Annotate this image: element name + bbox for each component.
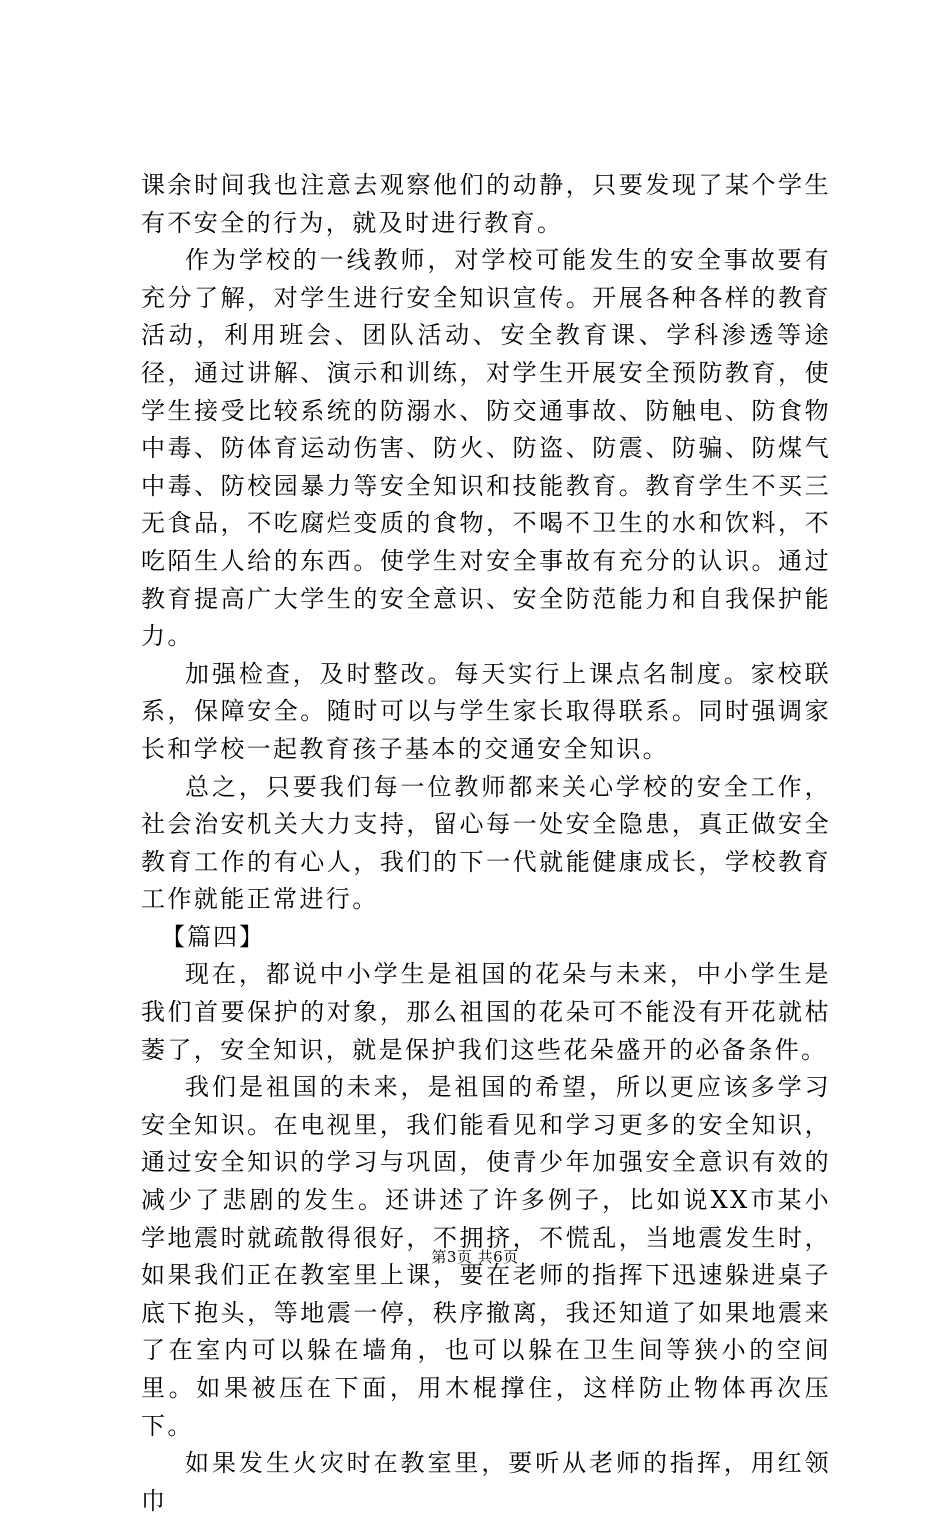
paragraph: 现在，都说中小学生是祖国的花朵与未来，中小学生是我们首要保护的对象，那么祖国的花朵可不能没有开花就枯萎了，安全知识，就是保护我们这些花朵盛开的必备条件。 <box>141 960 831 1064</box>
page-footer <box>0 1247 950 1267</box>
page-number-label: 第3页 共6页 <box>431 1248 519 1266</box>
paragraph: 加强检查，及时整改。每天实行上课点名制度。家校联系，保障安全。随时可以与学生家长取得联系。同时强调家长和学校一起教育孩子基本的交通安全知识。 <box>141 659 831 763</box>
paragraph: 如果发生火灾时在教室里，要听从老师的指挥，用红领巾 <box>141 1449 831 1515</box>
paragraph: 我们是祖国的未来，是祖国的希望，所以更应该多学习安全知识。在电视里，我们能看见和学习更多的安全知识，通过安全知识的学习与巩固，使青少年加强安全意识有效的减少了悲剧的发生。还讲述了许多例子，比如说XX市某小学地震时就疏散得很好，不拥挤，不慌乱，当地震发生时，如果我们正在教室里上课，要在老师的指挥下迅速躲进桌子底下抱头，等地震一停，秩序撤离，我还知道了如果地震来了在室内可以躲在墙角，也可以躲在卫生间等狭小的空间里。如果被压在下面，用木棍撑住，这样防止物体再次压下。 <box>141 1073 831 1440</box>
paragraph: 作为学校的一线教师，对学校可能发生的安全事故要有充分了解，对学生进行安全知识宣传。开展各种各样的教育活动，利用班会、团队活动、安全教育课、学科渗透等途径，通过讲解、演示和训练，对学生开展安全预防教育，使学生接受比较系统的防溺水、防交通事故、防触电、防食物中毒、防体育运动伤害、防火、防盗、防震、防骗、防煤气中毒、防校园暴力等安全知识和技能教育。教育学生不买三无食品，不吃腐烂变质的食物，不喝不卫生的水和饮料，不吃陌生人给的东西。使学生对安全事故有充分的认识。通过教育提高广大学生的安全意识、安全防范能力和自我保护能力。 <box>141 246 831 651</box>
paragraph: 总之，只要我们每一位教师都来关心学校的安全工作，社会治安机关大力支持，留心每一处安全隐患，真正做安全教育工作的有心人，我们的下一代就能健康成长，学校教育工作就能正常进行。 <box>141 772 831 914</box>
section-heading: 【篇四】 <box>161 922 265 951</box>
document-body <box>141 167 831 1520</box>
paragraph: 课余时间我也注意去观察他们的动静，只要发现了某个学生有不安全的行为，就及时进行教育。 <box>141 171 831 237</box>
